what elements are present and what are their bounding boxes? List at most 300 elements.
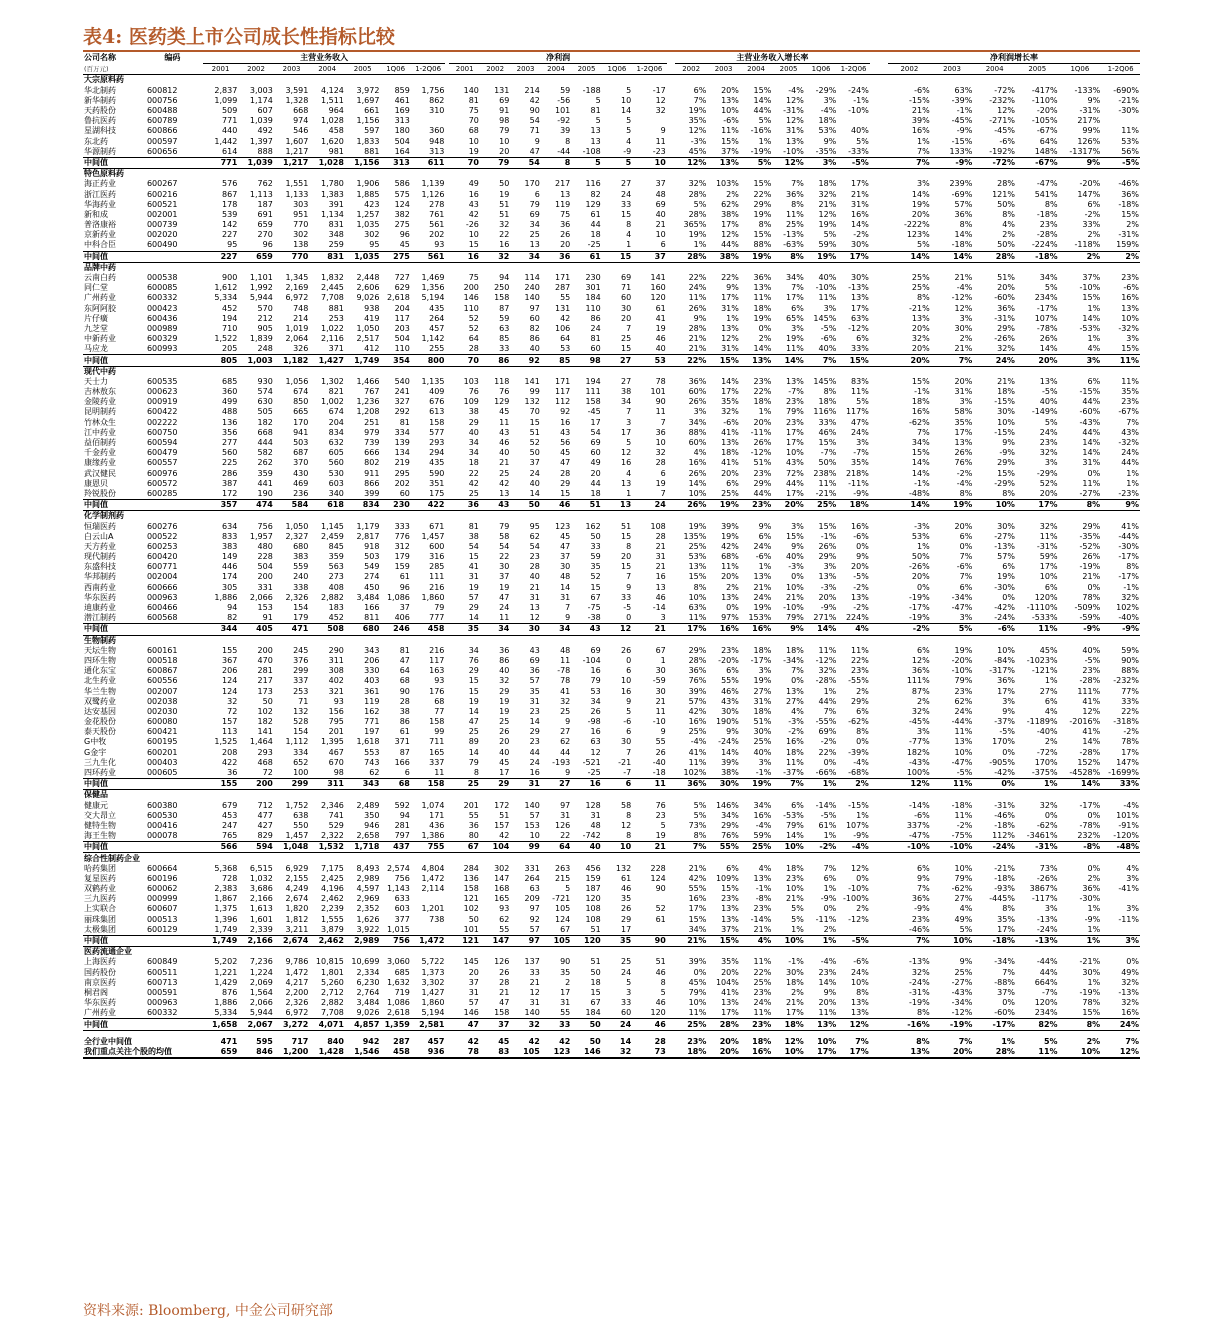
table-cell: -1189%	[1026, 717, 1058, 727]
table-cell: 79	[529, 199, 540, 209]
table-cell: 14%	[931, 251, 974, 262]
table-cell: -18%	[973, 935, 1016, 946]
table-cell: 21%	[688, 863, 707, 873]
table-cell: -17%	[1079, 800, 1101, 810]
table-cell: 31%	[954, 387, 973, 397]
stock-code: 600557	[146, 458, 178, 468]
table-cell: 2,462	[309, 935, 345, 946]
table-cell: 21%	[786, 894, 804, 904]
table-cell: 34	[510, 251, 540, 262]
table-cell: 22%	[753, 967, 772, 977]
table-cell: 3,591	[285, 85, 309, 95]
table-cell: -26%	[994, 334, 1015, 344]
table-cell: 13%	[721, 998, 739, 1008]
table-cell: 382	[394, 209, 410, 219]
table-cell: 49	[468, 179, 479, 189]
stock-code: 002004	[146, 572, 178, 582]
table-cell: 26%	[753, 438, 772, 448]
table-cell: -26	[465, 220, 479, 230]
table-cell: 62%	[954, 696, 973, 706]
column-gap	[870, 283, 888, 293]
table-cell: 3	[626, 987, 632, 997]
column-gap	[667, 666, 675, 676]
table-cell: 27%	[1039, 686, 1058, 696]
table-cell: 35	[590, 562, 601, 572]
table-cell: 108	[585, 904, 601, 914]
table-cell: 25	[529, 230, 540, 240]
table-cell: 10	[632, 157, 667, 168]
table-cell: 15%	[818, 438, 837, 448]
table-cell: 212	[257, 313, 273, 323]
table-cell: 1,632	[386, 977, 410, 987]
table-cell: 52	[655, 904, 666, 914]
row-label: 双鹤药业	[84, 884, 116, 894]
column-gap	[870, 686, 888, 696]
stock-code	[146, 251, 199, 262]
column-gap	[667, 1037, 675, 1047]
table-cell: 603	[328, 478, 344, 488]
table-cell: 27	[620, 179, 632, 189]
table-cell: 1,396	[214, 914, 238, 924]
table-cell: 9%	[726, 283, 739, 293]
stock-code: 600466	[146, 603, 178, 613]
section-header	[83, 366, 1140, 377]
stock-code: 000513	[146, 914, 178, 924]
table-cell: 287	[554, 283, 571, 293]
table-cell: 767	[364, 387, 380, 397]
table-cell: 10%	[851, 977, 869, 987]
table-cell: 25%	[721, 488, 739, 498]
table-cell: 35	[602, 935, 632, 946]
table-cell: 36	[655, 427, 666, 437]
table-cell: 761	[429, 209, 445, 219]
column-gap	[667, 314, 675, 324]
column-gap	[870, 448, 888, 458]
column-gap	[667, 821, 675, 831]
table-cell: 99	[434, 727, 445, 737]
table-cell: 32	[227, 696, 238, 706]
table-cell: -2%	[853, 230, 869, 240]
table-cell: 53%	[818, 126, 837, 136]
table-cell: 14	[560, 582, 571, 592]
table-cell: 2%	[1002, 230, 1015, 240]
table-cell: 61%	[818, 820, 837, 830]
table-cell: 69	[590, 438, 601, 448]
table-cell: 20%	[851, 562, 869, 572]
stock-code: 600479	[146, 448, 178, 458]
table-cell: 15%	[753, 179, 772, 189]
table-cell: 78	[449, 1047, 479, 1058]
table-cell: -24%	[973, 842, 1016, 853]
table-cell: 406	[394, 613, 410, 623]
column-gap	[667, 200, 675, 210]
table-cell: 12%	[911, 655, 930, 665]
table-cell: 29%	[818, 552, 837, 562]
table-cell: 28	[399, 696, 410, 706]
column-gap	[667, 686, 675, 696]
table-cell: 10%	[772, 842, 804, 853]
table-cell: 2,581	[411, 1019, 446, 1030]
table-cell: 40	[655, 344, 666, 354]
table-cell: 176	[429, 686, 445, 696]
header-group: 净利润增长率	[888, 53, 1140, 64]
table-cell: 53	[590, 686, 601, 696]
table-cell: 311	[309, 779, 345, 790]
company-row	[83, 137, 1140, 147]
table-cell: 331	[257, 582, 273, 592]
table-cell: 247	[222, 820, 238, 830]
table-cell: -6%	[956, 562, 973, 572]
table-cell: -11%	[815, 914, 837, 924]
row-label: 上海医药	[84, 957, 116, 967]
table-cell: 661	[364, 106, 380, 116]
table-cell: 1,551	[285, 179, 309, 189]
table-cell: -117%	[1031, 894, 1058, 904]
table-cell: 11%	[786, 344, 804, 354]
table-cell: 41%	[721, 987, 739, 997]
table-cell: 29	[560, 478, 571, 488]
table-cell: 408	[328, 582, 344, 592]
column-gap	[870, 324, 888, 334]
table-cell: 719	[394, 987, 410, 997]
table-cell: 1,028	[309, 157, 345, 168]
table-cell: 24%	[753, 592, 772, 602]
company-row	[83, 428, 1140, 438]
table-cell: 20%	[1016, 355, 1059, 366]
table-cell: 20%	[772, 500, 804, 511]
table-cell: 86	[480, 355, 510, 366]
table-cell: 28%	[997, 179, 1015, 189]
table-cell: 230	[585, 273, 601, 283]
table-cell: 12	[655, 95, 666, 105]
stock-code: 000403	[146, 757, 178, 767]
table-cell: 0%	[973, 779, 1016, 790]
table-cell: 19	[468, 146, 479, 156]
table-cell: 1,359	[380, 1019, 410, 1030]
table-cell: 57	[529, 676, 540, 686]
table-cell: 10%	[954, 863, 973, 873]
table-cell: 40	[468, 427, 479, 437]
company-row	[83, 552, 1140, 562]
table-cell: 112%	[992, 831, 1015, 841]
table-cell: 24	[529, 468, 540, 478]
row-label: 东盛科技	[84, 562, 116, 572]
table-cell: -118%	[1074, 240, 1101, 250]
section-name: 特色原料药	[84, 169, 124, 179]
table-cell: 119	[364, 696, 380, 706]
company-row	[83, 283, 1140, 293]
table-cell: 458	[411, 624, 446, 635]
table-cell: 15	[468, 676, 479, 686]
row-label: 京新药业	[84, 230, 116, 240]
table-cell: 121%	[992, 189, 1015, 199]
table-cell: -62%	[951, 884, 973, 894]
table-cell: 120	[650, 293, 666, 303]
table-cell: 51	[499, 209, 510, 219]
table-cell: 0%	[1087, 468, 1101, 478]
table-cell: 250	[494, 283, 510, 293]
row-label: 康恩贝	[84, 478, 108, 488]
table-cell: -120%	[1113, 831, 1139, 841]
table-cell: 32%	[1039, 448, 1058, 458]
table-cell: 2,322	[320, 831, 344, 841]
row-label: 华北制药	[84, 85, 116, 95]
table-cell: 13%	[753, 283, 772, 293]
table-cell: 97%	[721, 613, 739, 623]
table-cell: 29	[468, 666, 479, 676]
row-label: 白云山A	[84, 531, 114, 541]
table-cell: -31%	[783, 106, 804, 116]
table-cell: 1,511	[320, 95, 344, 105]
section-name: 保健品	[84, 790, 108, 800]
stock-code: 000597	[146, 136, 178, 146]
table-cell: 216	[429, 645, 445, 655]
table-cell: 38%	[707, 251, 739, 262]
table-cell: 76%	[954, 458, 973, 468]
company-row	[83, 324, 1140, 334]
table-cell: 881	[364, 146, 380, 156]
median-row	[83, 779, 1140, 790]
table-cell: 113	[222, 727, 238, 737]
table-cell: 10	[468, 136, 479, 146]
table-cell: 178	[222, 199, 238, 209]
table-cell: -1%	[914, 387, 930, 397]
row-label: 泰天股份	[84, 727, 116, 737]
table-cell: -23	[652, 146, 666, 156]
table-cell: 1%	[693, 240, 707, 250]
table-cell: -6%	[853, 957, 869, 967]
column-gap	[667, 707, 675, 717]
table-cell: -1%	[820, 531, 837, 541]
table-cell: 102	[463, 904, 479, 914]
table-cell: 8%	[1002, 904, 1015, 914]
table-cell: 8%	[1126, 562, 1139, 572]
company-row	[83, 489, 1140, 500]
table-cell: 340	[328, 488, 344, 498]
table-cell: 90	[655, 884, 666, 894]
table-cell: 1	[626, 240, 632, 250]
table-cell: 60	[590, 448, 601, 458]
table-cell	[632, 894, 667, 904]
table-cell: 9	[660, 727, 666, 737]
table-cell: 94	[399, 810, 410, 820]
table-cell: 32%	[818, 666, 837, 676]
table-cell: 29	[620, 914, 632, 924]
table-cell: -34%	[994, 957, 1015, 967]
table-cell: 63%	[954, 85, 973, 95]
table-cell: 21%	[675, 935, 707, 946]
table-cell: 170	[293, 417, 309, 427]
table-cell: 10%	[1121, 313, 1139, 323]
table-cell: 7%	[1002, 967, 1015, 977]
table-cell: 797	[394, 831, 410, 841]
table-cell: -12%	[750, 448, 772, 458]
table-cell: 43	[571, 624, 601, 635]
table-cell: 668	[257, 427, 273, 437]
table-cell: 23%	[687, 1036, 707, 1046]
stock-code: 600332	[146, 293, 178, 303]
column-gap	[667, 968, 675, 978]
table-cell: 19	[499, 706, 510, 716]
table-cell: 331	[524, 863, 540, 873]
table-cell: 29%	[1082, 521, 1101, 531]
table-cell: 18%	[786, 977, 804, 987]
company-row	[83, 593, 1140, 603]
table-cell: 10%	[786, 582, 804, 592]
table-cell: 11%	[851, 387, 869, 397]
table-cell: 36%	[954, 209, 973, 219]
table-cell: 15	[468, 552, 479, 562]
period-header: 1-2Q06	[1101, 64, 1140, 75]
table-cell: 20	[499, 146, 510, 156]
stock-code: 600420	[146, 552, 178, 562]
table-cell: 1,749	[214, 924, 238, 934]
table-cell: -18%	[1036, 209, 1058, 219]
table-cell: 10	[602, 842, 632, 853]
table-cell: 313	[394, 116, 410, 126]
table-cell: 0%	[823, 904, 837, 914]
table-cell: 4%	[740, 935, 772, 946]
table-cell: 6,929	[285, 863, 309, 873]
stock-code: 600656	[146, 146, 178, 156]
company-row	[83, 458, 1140, 468]
table-cell: 9%	[791, 541, 804, 551]
row-label: 西南药业	[84, 582, 116, 592]
section-name: 品牌中药	[84, 262, 116, 272]
table-cell: 75	[560, 209, 571, 219]
table-cell: -62%	[909, 417, 930, 427]
table-cell: 248	[257, 344, 273, 354]
table-cell: 174	[222, 572, 238, 582]
table-cell: 140	[524, 800, 540, 810]
table-cell: 13	[602, 500, 632, 511]
table-cell: 26%	[954, 448, 973, 458]
table-cell: 22	[468, 468, 479, 478]
table-cell: 16%	[753, 810, 772, 820]
table-cell: 4%	[1126, 863, 1139, 873]
table-cell: -12%	[848, 323, 869, 333]
company-row	[83, 894, 1140, 904]
table-cell: 0%	[856, 737, 869, 747]
table-cell: 1,074	[421, 800, 445, 810]
table-cell: 205	[222, 344, 238, 354]
table-cell: 9%	[959, 957, 973, 967]
column-gap	[870, 273, 888, 283]
table-cell: 44	[590, 220, 601, 230]
table-cell: 197	[364, 727, 380, 737]
table-cell: -4%	[690, 737, 707, 747]
table-cell: 15%	[1082, 293, 1101, 303]
table-cell: 4,217	[285, 977, 309, 987]
table-cell: 1,200	[274, 1047, 310, 1058]
table-cell: -18%	[994, 820, 1015, 830]
table-cell: -67%	[1036, 126, 1058, 136]
table-cell: 30	[499, 562, 510, 572]
table-cell: 5%	[693, 800, 707, 810]
table-cell: 44%	[786, 478, 804, 488]
table-cell: 590	[429, 468, 445, 478]
table-cell: 13%	[818, 572, 837, 582]
table-cell: -9%	[820, 894, 837, 904]
header-group-row	[83, 53, 1140, 64]
table-cell: 18%	[786, 863, 804, 873]
table-cell: 206	[364, 655, 380, 665]
table-cell: 165	[429, 747, 445, 757]
column-gap	[870, 64, 888, 75]
table-cell: -15%	[1079, 387, 1101, 397]
table-cell: 1,217	[285, 146, 309, 156]
table-cell: 12%	[1101, 1047, 1140, 1058]
company-row	[83, 864, 1140, 874]
table-cell: 117	[394, 313, 410, 323]
table-cell: 45	[399, 240, 410, 250]
table-cell: 430	[293, 468, 309, 478]
table-cell: 42	[468, 209, 479, 219]
table-cell: 3,484	[356, 998, 380, 1008]
table-cell: -16%	[888, 1019, 931, 1030]
table-cell: 634	[222, 521, 238, 531]
table-cell: 159	[394, 562, 410, 572]
table-cell: 2,339	[249, 924, 273, 934]
table-cell: -63%	[783, 240, 804, 250]
table-cell: 2%	[823, 924, 837, 934]
table-cell: -29%	[994, 478, 1015, 488]
column-gap	[667, 428, 675, 438]
table-cell: 777	[429, 613, 445, 623]
table-cell: 68%	[721, 552, 739, 562]
table-cell: -84%	[994, 655, 1015, 665]
table-cell: 1,373	[421, 967, 445, 977]
period-header: 2004	[973, 64, 1016, 75]
table-cell: 16	[590, 666, 601, 676]
table-cell: 31	[560, 810, 571, 820]
table-cell: 776	[394, 531, 410, 541]
table-cell: 180	[394, 126, 410, 136]
table-cell: 327	[394, 397, 410, 407]
table-cell: 49%	[1121, 967, 1139, 977]
table-cell: 33	[541, 1019, 571, 1030]
median-row	[83, 935, 1140, 946]
table-cell: 85	[499, 334, 510, 344]
table-cell: 469	[293, 478, 309, 488]
table-cell: 0%	[959, 541, 973, 551]
table-cell: 46	[655, 334, 666, 344]
company-row	[83, 418, 1140, 428]
table-cell: 98	[499, 116, 510, 126]
column-gap	[870, 428, 888, 438]
table-cell: 58	[499, 531, 510, 541]
table-cell: 576	[222, 179, 238, 189]
table-cell: 99%	[1082, 126, 1101, 136]
column-gap	[667, 624, 675, 635]
column-gap	[667, 998, 675, 1008]
table-cell: 566	[203, 842, 239, 853]
table-cell: 13	[560, 189, 571, 199]
table-cell: -12%	[848, 914, 869, 924]
table-cell: 27	[602, 355, 632, 366]
table-cell: 138	[293, 240, 309, 250]
column-gap	[667, 116, 675, 126]
table-cell: -55%	[848, 676, 869, 686]
table-cell: 32	[655, 106, 666, 116]
table-cell: 44%	[1039, 967, 1058, 977]
column-gap	[870, 137, 888, 147]
table-cell: -30%	[1118, 541, 1139, 551]
table-cell: 240	[293, 572, 309, 582]
table-cell: 613	[429, 407, 445, 417]
table-title: 表4: 医药类上市公司成长性指标比较	[83, 26, 395, 48]
table-cell: 92	[560, 407, 571, 417]
